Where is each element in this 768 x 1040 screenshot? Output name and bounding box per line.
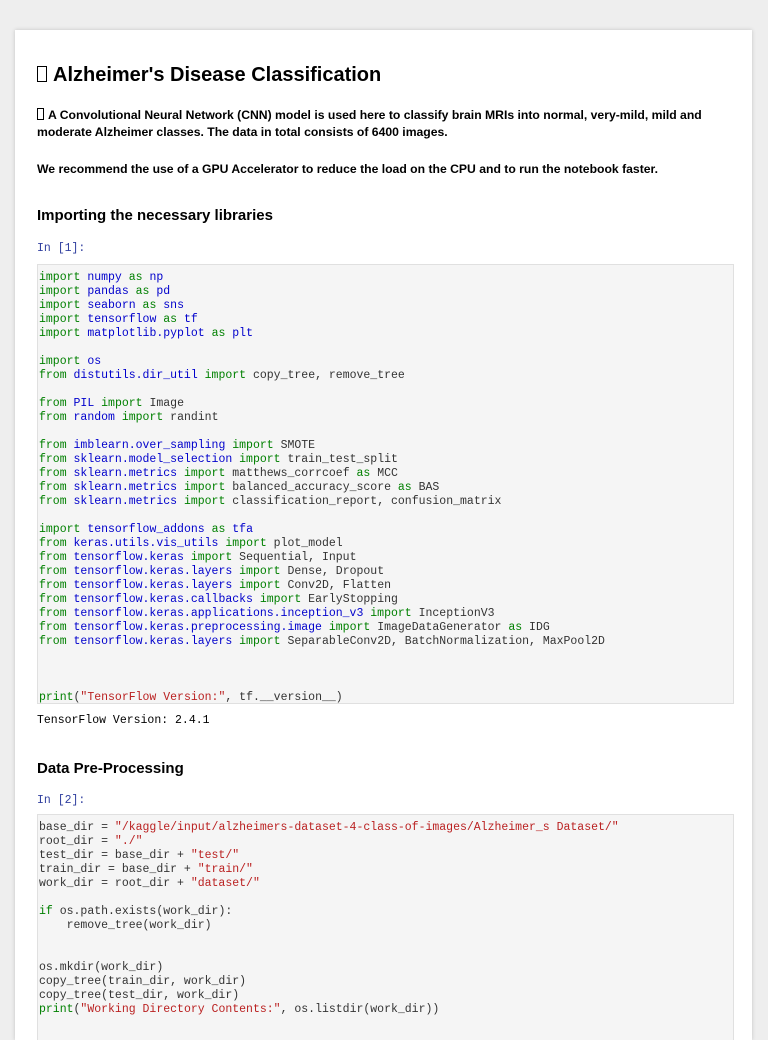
code-line bbox=[38, 537, 733, 551]
code-line bbox=[38, 397, 733, 411]
code-token bbox=[322, 621, 329, 634]
code-token: as bbox=[508, 621, 523, 634]
code-token: print bbox=[39, 691, 74, 704]
code-token: import bbox=[225, 537, 267, 550]
code-token: as bbox=[356, 467, 371, 480]
code-line bbox=[38, 919, 733, 933]
cell-output-1: TensorFlow Version: 2.4.1 bbox=[37, 714, 210, 727]
code-token: import bbox=[39, 313, 81, 326]
code-token bbox=[67, 411, 74, 424]
code-token: remove_tree(work_dir) bbox=[39, 919, 212, 932]
code-token bbox=[67, 607, 74, 620]
code-token: import bbox=[190, 551, 233, 564]
code-token: root_dir = bbox=[39, 835, 115, 848]
code-line bbox=[38, 341, 733, 355]
code-token bbox=[67, 537, 74, 550]
code-token: "/kaggle/input/alzheimers-dataset-4-class-of-images/Alzheimer_s Dataset/" bbox=[114, 821, 619, 834]
code-token bbox=[67, 565, 74, 578]
code-token: MCC bbox=[370, 467, 398, 480]
code-token: randint bbox=[163, 411, 219, 424]
code-token bbox=[177, 467, 184, 480]
code-line bbox=[38, 933, 733, 947]
code-token bbox=[67, 397, 74, 410]
code-token: tensorflow.keras.layers bbox=[73, 565, 233, 578]
code-token: os.mkdir(work_dir) bbox=[39, 961, 164, 974]
code-token: "TensorFlow Version:" bbox=[80, 691, 226, 704]
code-token: np bbox=[149, 271, 164, 284]
code-token bbox=[67, 481, 74, 494]
code-line bbox=[38, 677, 733, 691]
code-token bbox=[67, 621, 74, 634]
code-token: import bbox=[39, 285, 81, 298]
code-line bbox=[38, 975, 733, 989]
code-token: as bbox=[211, 327, 226, 340]
code-token: as bbox=[128, 271, 143, 284]
code-line bbox=[38, 663, 733, 677]
code-token: from bbox=[39, 593, 67, 606]
code-line bbox=[38, 579, 733, 593]
code-token: from bbox=[39, 607, 67, 620]
code-token: matplotlib.pyplot bbox=[87, 327, 205, 340]
code-token: os bbox=[87, 355, 102, 368]
code-token: copy_tree(test_dir, work_dir) bbox=[39, 989, 240, 1002]
code-token bbox=[198, 369, 205, 382]
code-token: tensorflow.keras.applications.inception_v3 bbox=[73, 607, 364, 620]
code-line bbox=[38, 649, 733, 663]
code-line bbox=[38, 355, 733, 369]
code-token: pandas bbox=[87, 285, 129, 298]
section-heading-preprocessing: Data Pre-Processing bbox=[37, 760, 184, 777]
code-token: Dense, Dropout bbox=[280, 565, 385, 578]
code-line bbox=[38, 565, 733, 579]
code-token: "./" bbox=[114, 835, 143, 848]
code-line bbox=[38, 495, 733, 509]
code-line bbox=[38, 453, 733, 467]
code-token bbox=[136, 299, 143, 312]
code-token: import bbox=[39, 523, 81, 536]
code-token: PIL bbox=[73, 397, 95, 410]
code-line bbox=[38, 593, 733, 607]
code-line bbox=[38, 849, 733, 863]
code-line bbox=[38, 411, 733, 425]
code-token: SMOTE bbox=[273, 439, 316, 452]
code-token: from bbox=[39, 467, 67, 480]
code-token: import bbox=[239, 565, 281, 578]
code-token: as bbox=[211, 523, 226, 536]
code-line bbox=[38, 509, 733, 523]
code-token bbox=[115, 411, 122, 424]
cell-prompt-2: In [2]: bbox=[37, 794, 86, 807]
code-line bbox=[38, 821, 733, 835]
gpu-note: We recommend the use of a GPU Accelerator to reduce the load on the CPU and to run the notebook faster. bbox=[37, 162, 658, 176]
code-token: tensorflow.keras bbox=[73, 551, 184, 564]
code-token bbox=[67, 453, 74, 466]
code-token: sklearn.metrics bbox=[73, 467, 178, 480]
code-token: print bbox=[39, 1003, 74, 1016]
code-token: import bbox=[183, 467, 226, 480]
code-token: copy_tree, remove_tree bbox=[246, 369, 405, 382]
code-line bbox=[38, 621, 733, 635]
code-token: import bbox=[232, 439, 274, 452]
code-token: tensorflow.keras.callbacks bbox=[73, 593, 253, 606]
code-token: tensorflow.keras.layers bbox=[73, 635, 233, 648]
code-token: import bbox=[39, 327, 81, 340]
code-token: random bbox=[73, 411, 115, 424]
code-token: work_dir = root_dir + bbox=[39, 877, 191, 890]
code-token bbox=[253, 593, 260, 606]
code-token: sklearn.model_selection bbox=[73, 453, 233, 466]
code-token: import bbox=[239, 453, 281, 466]
code-token: keras.utils.vis_utils bbox=[73, 537, 219, 550]
code-token bbox=[129, 285, 136, 298]
pin-emoji-icon bbox=[37, 108, 44, 120]
code-cell-1[interactable] bbox=[37, 264, 734, 704]
code-token: from bbox=[39, 565, 67, 578]
code-token bbox=[177, 481, 184, 494]
code-token: Conv2D, Flatten bbox=[280, 579, 391, 592]
code-line bbox=[38, 863, 733, 877]
code-line bbox=[38, 691, 733, 704]
code-line bbox=[38, 467, 733, 481]
code-token: distutils.dir_util bbox=[73, 369, 198, 382]
code-token: import bbox=[121, 411, 164, 424]
code-token: import bbox=[101, 397, 143, 410]
code-token: EarlyStopping bbox=[301, 593, 398, 606]
code-token: balanced_accuracy_score bbox=[225, 481, 398, 494]
code-line bbox=[38, 607, 733, 621]
code-line bbox=[38, 271, 733, 285]
intro-text: A Convolutional Neural Network (CNN) model is used here to classify brain MRIs into normal, very-mild, mild and moderate Alzheimer classes. The data in total consists of 6400 images. bbox=[37, 108, 702, 139]
code-line bbox=[38, 481, 733, 495]
code-token bbox=[67, 495, 74, 508]
code-token bbox=[184, 551, 191, 564]
code-token bbox=[67, 635, 74, 648]
code-token: tensorflow_addons bbox=[87, 523, 205, 536]
code-token: as bbox=[142, 299, 157, 312]
code-token: import bbox=[183, 495, 226, 508]
code-token: matthews_corrcoef bbox=[225, 467, 357, 480]
code-token bbox=[67, 369, 74, 382]
code-token: from bbox=[39, 579, 67, 592]
code-line bbox=[38, 947, 733, 961]
code-line bbox=[38, 961, 733, 975]
code-token: pd bbox=[156, 285, 171, 298]
code-token: BAS bbox=[411, 481, 440, 494]
code-token: plt bbox=[232, 327, 253, 340]
code-line bbox=[38, 891, 733, 905]
code-token: tf bbox=[183, 313, 198, 326]
code-token: ( bbox=[73, 691, 81, 704]
code-token bbox=[205, 523, 212, 536]
notebook-page bbox=[15, 30, 752, 1040]
code-token: train_dir = base_dir + bbox=[39, 863, 198, 876]
code-token: sns bbox=[163, 299, 184, 312]
code-line bbox=[38, 989, 733, 1003]
code-token bbox=[177, 495, 184, 508]
code-token: tfa bbox=[232, 523, 253, 536]
code-token: import bbox=[39, 299, 81, 312]
code-token: from bbox=[39, 439, 67, 452]
code-token: import bbox=[239, 635, 281, 648]
code-token: from bbox=[39, 411, 67, 424]
code-token: from bbox=[39, 537, 67, 550]
code-line bbox=[38, 425, 733, 439]
code-token bbox=[67, 467, 74, 480]
code-token: import bbox=[239, 579, 281, 592]
code-token: sklearn.metrics bbox=[73, 481, 178, 494]
code-token: from bbox=[39, 635, 67, 648]
code-token: from bbox=[39, 481, 67, 494]
code-token: IDG bbox=[522, 621, 550, 634]
code-line bbox=[38, 369, 733, 383]
code-token: os.path.exists(work_dir): bbox=[52, 905, 233, 918]
code-token: from bbox=[39, 621, 67, 634]
brain-emoji-icon bbox=[37, 66, 47, 82]
code-token: test_dir = base_dir + bbox=[39, 849, 191, 862]
code-line bbox=[38, 877, 733, 891]
code-line bbox=[38, 327, 733, 341]
code-token: from bbox=[39, 495, 67, 508]
code-line bbox=[38, 439, 733, 453]
code-token: ImageDataGenerator bbox=[370, 621, 509, 634]
code-token: from bbox=[39, 369, 67, 382]
code-line bbox=[38, 383, 733, 397]
code-token: , tf.__version__) bbox=[225, 691, 343, 704]
code-token: sklearn.metrics bbox=[73, 495, 178, 508]
section-heading-imports: Importing the necessary libraries bbox=[37, 207, 273, 224]
code-token: from bbox=[39, 397, 67, 410]
code-token bbox=[67, 551, 74, 564]
code-token: tensorflow.keras.layers bbox=[73, 579, 233, 592]
code-token: import bbox=[370, 607, 412, 620]
code-token: numpy bbox=[87, 271, 122, 284]
code-cell-2[interactable] bbox=[37, 814, 734, 1040]
code-token: , os.listdir(work_dir)) bbox=[280, 1003, 440, 1016]
code-token: classification_report, confusion_matrix bbox=[225, 495, 502, 508]
code-line bbox=[38, 285, 733, 299]
code-token: seaborn bbox=[87, 299, 136, 312]
code-token: as bbox=[163, 313, 178, 326]
code-token bbox=[67, 593, 74, 606]
code-line bbox=[38, 835, 733, 849]
code-token: imblearn.over_sampling bbox=[73, 439, 226, 452]
code-token: as bbox=[397, 481, 412, 494]
code-token: copy_tree(train_dir, work_dir) bbox=[39, 975, 247, 988]
page-title-text: Alzheimer's Disease Classification bbox=[53, 64, 382, 86]
code-token: import bbox=[183, 481, 226, 494]
code-token: "dataset/" bbox=[190, 877, 260, 890]
code-token bbox=[177, 313, 184, 326]
code-token: SeparableConv2D, BatchNormalization, MaxPool2D bbox=[280, 635, 605, 648]
code-token: tensorflow.keras.preprocessing.image bbox=[73, 621, 322, 634]
code-token: base_dir = bbox=[39, 821, 115, 834]
code-token: tensorflow bbox=[87, 313, 157, 326]
code-line bbox=[38, 313, 733, 327]
code-token: as bbox=[135, 285, 150, 298]
code-token: import bbox=[204, 369, 247, 382]
code-token: from bbox=[39, 551, 67, 564]
code-token: Sequential, Input bbox=[232, 551, 357, 564]
code-token bbox=[67, 439, 74, 452]
code-token: Image bbox=[142, 397, 184, 410]
code-token: InceptionV3 bbox=[411, 607, 495, 620]
code-token: train_test_split bbox=[280, 453, 398, 466]
page-title bbox=[37, 64, 381, 87]
code-token: if bbox=[39, 905, 53, 918]
code-token: "Working Directory Contents:" bbox=[80, 1003, 281, 1016]
code-token: ( bbox=[73, 1003, 81, 1016]
intro-paragraph bbox=[37, 107, 727, 141]
code-token: "train/" bbox=[197, 863, 253, 876]
code-token bbox=[67, 579, 74, 592]
code-token: plot_model bbox=[266, 537, 343, 550]
code-line bbox=[38, 905, 733, 919]
code-token: import bbox=[39, 355, 81, 368]
code-line bbox=[38, 551, 733, 565]
code-line bbox=[38, 523, 733, 537]
code-token: "test/" bbox=[190, 849, 240, 862]
cell-prompt-1: In [1]: bbox=[37, 242, 86, 255]
code-line bbox=[38, 635, 733, 649]
code-token: import bbox=[39, 271, 81, 284]
code-token: import bbox=[328, 621, 371, 634]
code-token bbox=[122, 271, 129, 284]
code-token bbox=[205, 327, 212, 340]
code-token: import bbox=[259, 593, 302, 606]
code-token: from bbox=[39, 453, 67, 466]
code-line bbox=[38, 1003, 733, 1017]
code-line bbox=[38, 299, 733, 313]
